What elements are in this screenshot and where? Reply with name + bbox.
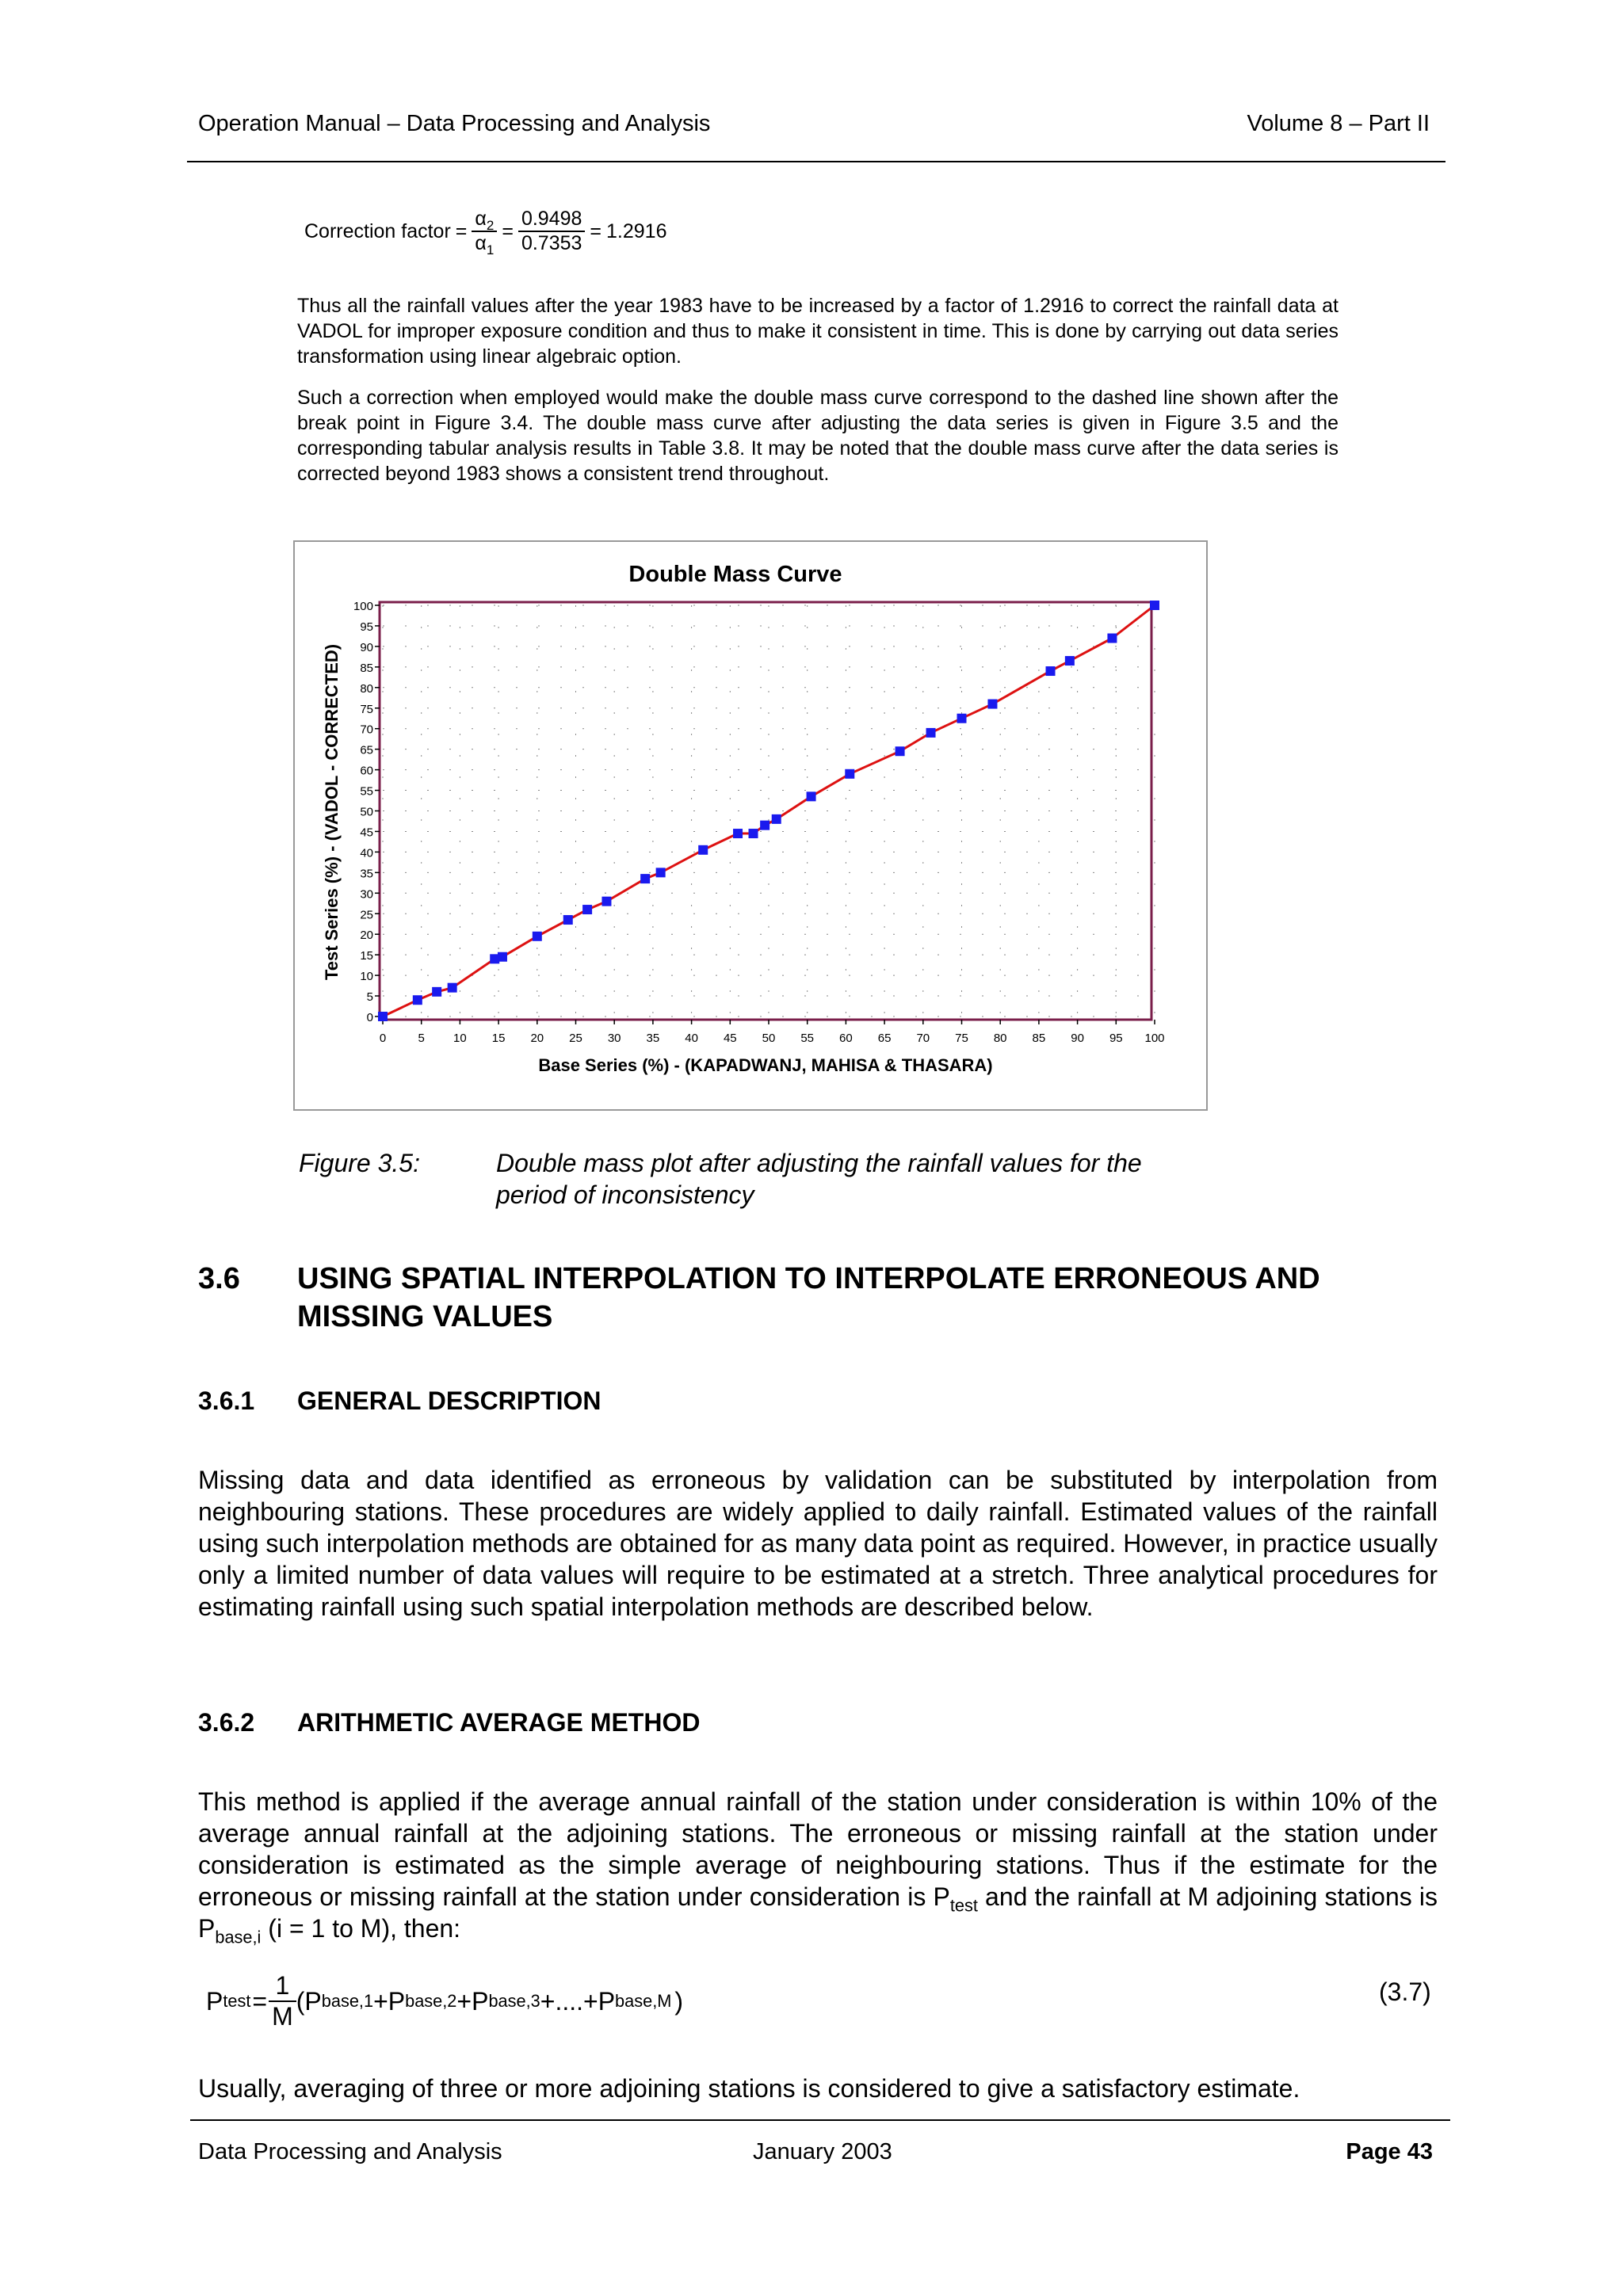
value-numerator: 0.9498	[518, 208, 585, 232]
x-tick-label: 50	[762, 1032, 776, 1045]
x-tick-label: 95	[1109, 1032, 1123, 1045]
data-point-marker	[448, 983, 457, 993]
data-point-marker	[498, 952, 507, 962]
equals-sign: =	[455, 219, 468, 242]
footer-center: January 2003	[753, 2139, 892, 2164]
section-3-6-1-number: 3.6.1	[198, 1386, 255, 1415]
section-3-6-2-number: 3.6.2	[198, 1708, 255, 1737]
x-tick-label: 20	[530, 1032, 544, 1045]
equation-3-7: P test = $\frac{1}{M}$ ( P base,1 + P base,2 + P base,3 +....+ P base,M )	[206, 1971, 684, 2031]
x-tick-label: 70	[916, 1032, 930, 1045]
alpha-2: $\alpha_2$	[472, 208, 497, 232]
header-rule	[187, 161, 1445, 162]
data-point-marker	[845, 769, 854, 779]
x-tick-label: 60	[839, 1032, 853, 1045]
paragraph-correction: Such a correction when employed would make the double mass curve correspond to the dashed line shown after the break point in Figure 3.4. The double mass curve after adjusting the data series is given in Figure 3.5 and the corresponding tabular analysis results in Table 3.8. It may be noted that the double mass curve after the data series is corrected beyond 1983 shows a consistent trend throughout.	[297, 387, 1338, 485]
y-tick-label: 65	[360, 743, 373, 757]
x-tick-label: 85	[1032, 1032, 1046, 1045]
y-tick-label: 50	[360, 805, 373, 819]
figure-caption: Double mass plot after adjusting the rainfall values for the period of inconsistency	[496, 1149, 1142, 1209]
figure-label: Figure 3.5:	[299, 1149, 420, 1177]
x-axis-label: Base Series (%) - (KAPADWANJ, MAHISA & THASARA)	[538, 1055, 993, 1075]
x-tick-label: 90	[1071, 1032, 1084, 1045]
header-right: Volume 8 – Part II	[1247, 111, 1430, 136]
data-point-marker	[807, 791, 816, 801]
y-tick-label: 35	[360, 867, 373, 881]
y-tick-label: 40	[360, 846, 373, 860]
y-tick-label: 75	[360, 702, 373, 716]
y-tick-label: 70	[360, 723, 373, 737]
y-tick-label: 95	[360, 620, 373, 634]
y-tick-label: 100	[353, 600, 373, 613]
x-tick-label: 0	[379, 1032, 387, 1045]
closing-sentence: Usually, averaging of three or more adjoining stations is considered to give a satisfactory estimate.	[198, 2074, 1300, 2103]
double-mass-chart	[293, 540, 1208, 1111]
footer-rule	[190, 2119, 1450, 2121]
paragraph-scaling: Thus all the rainfall values after the year 1983 have to be increased by a factor of 1.2916 to correct the rainfall data at VADOL for improper exposure condition and thus to make it consistent in time. This is done by carrying out data series transformation using linear algebraic option.	[297, 295, 1338, 368]
x-tick-label: 10	[453, 1032, 467, 1045]
y-tick-label: 0	[366, 1011, 373, 1024]
x-tick-label: 55	[800, 1032, 815, 1045]
x-tick-label: 65	[877, 1032, 892, 1045]
chart-frame	[294, 541, 1207, 1110]
section-3-6-number: 3.6	[198, 1262, 240, 1295]
correction-factor-formula	[304, 208, 666, 255]
equals-sign-3: =	[590, 219, 602, 242]
data-point-marker	[760, 821, 769, 830]
arithmetic-average-body: This method is applied if the average annual rainfall of the station under consideration is within 10% of the average annual rainfall at the adjoining stations. The erroneous or missing rainfall at the station under consideration is estimated as the simple average of neighbouring stations. Thus if the estimate for the erroneous or missing rainfall at the station under consideration is $P_{test}$ and the rainfall at M adjoining stations is $P_{base,i}$ (i = 1 to M), then:	[198, 1787, 1438, 1947]
data-point-marker	[1046, 666, 1056, 676]
x-tick-label: 5	[418, 1032, 425, 1045]
y-tick-label: 60	[360, 764, 373, 778]
x-tick-label: 40	[685, 1032, 698, 1045]
y-tick-label: 20	[360, 929, 373, 943]
x-tick-label: 15	[491, 1032, 506, 1045]
section-3-6-2-title: ARITHMETIC AVERAGE METHOD	[297, 1708, 701, 1737]
header-left: Operation Manual – Data Processing and Analysis	[198, 111, 711, 136]
equals-sign-2: =	[502, 219, 514, 242]
y-tick-label: 25	[360, 908, 373, 922]
data-point-marker	[1065, 656, 1075, 666]
data-point-marker	[749, 829, 758, 838]
correction-result: 1.2916	[606, 219, 667, 242]
data-point-marker	[772, 814, 781, 824]
data-point-marker	[656, 868, 666, 877]
y-tick-label: 85	[360, 661, 373, 675]
data-point-marker	[601, 897, 611, 906]
data-point-marker	[1107, 634, 1117, 643]
x-tick-label: 45	[723, 1032, 737, 1045]
data-point-marker	[733, 829, 743, 838]
data-point-marker	[432, 987, 441, 997]
x-tick-label: 100	[1144, 1032, 1165, 1045]
x-tick-label: 35	[646, 1032, 660, 1045]
data-point-marker	[582, 905, 592, 914]
data-point-marker	[987, 700, 997, 709]
data-point-marker	[896, 746, 905, 756]
data-point-marker	[563, 915, 573, 925]
value-ratio	[518, 208, 585, 255]
data-point-marker	[957, 714, 967, 723]
y-tick-label: 55	[360, 784, 373, 799]
chart-title: Double Mass Curve	[628, 562, 842, 587]
y-tick-label: 10	[360, 970, 373, 984]
one-over-m: $\frac{1}{M}$	[269, 1971, 296, 2031]
data-point-marker	[533, 932, 542, 941]
data-point-marker	[926, 728, 936, 738]
alpha-1: $\alpha_1$	[475, 232, 495, 257]
y-tick-label: 30	[360, 887, 373, 902]
x-tick-label: 25	[569, 1032, 582, 1045]
equation-number: (3.7)	[1379, 1978, 1431, 2006]
footer-left: Data Processing and Analysis	[198, 2139, 502, 2164]
x-tick-label: 80	[993, 1032, 1007, 1045]
general-description-body: Missing data and data identified as erroneous by validation can be substituted by interpolation from neighbouring stations. These procedures are widely applied to daily rainfall. Estimated values of the rainfall using such interpolation methods are obtained for as many data point as required. However, in practice usually only a limited number of data values will require to be estimated at a stretch. Three analytical procedures for estimating rainfall using such spatial interpolation methods are described below.	[198, 1466, 1438, 1621]
footer-right: Page 43	[1346, 2139, 1433, 2164]
x-tick-label: 30	[607, 1032, 621, 1045]
correction-label: Correction factor	[304, 219, 451, 242]
data-point-marker	[640, 874, 650, 883]
data-point-marker	[413, 995, 422, 1005]
data-point-marker	[1150, 601, 1159, 610]
y-tick-label: 90	[360, 640, 373, 654]
y-tick-label: 80	[360, 681, 373, 696]
alpha-ratio	[472, 208, 497, 255]
y-tick-label: 15	[360, 949, 373, 963]
data-point-marker	[698, 845, 708, 855]
y-axis-label: Test Series (%) - (VADOL - CORRECTED)	[322, 643, 342, 981]
section-3-6-1-title: GENERAL DESCRIPTION	[297, 1386, 601, 1415]
x-tick-label: 75	[955, 1032, 968, 1045]
section-3-6-title: USING SPATIAL INTERPOLATION TO INTERPOLATE ERRONEOUS AND MISSING VALUES	[297, 1262, 1320, 1333]
value-denominator: 0.7353	[521, 232, 582, 254]
y-tick-label: 45	[360, 826, 373, 840]
y-tick-label: 5	[366, 990, 373, 1005]
data-point-marker	[378, 1012, 388, 1021]
